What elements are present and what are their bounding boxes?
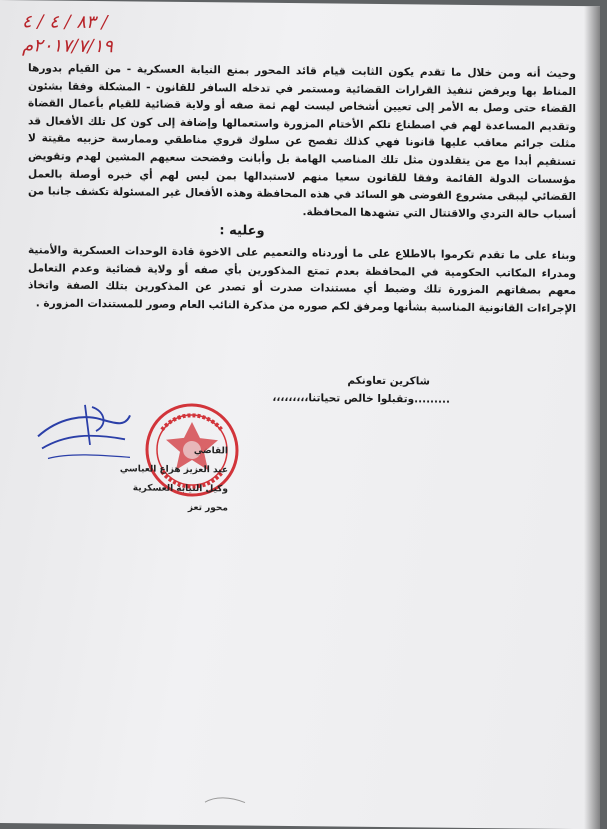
body-paragraph-2: وبناء على ما تقدم تكرموا بالاطلاع على ما أوردناه والتعميم على الاخوة قادة الوحدات العسكرية والأمنية ومدراء المكاتب الحكومية في المحافظة بعدم تمتع المذكورين بأي صفه أو ولاية قضائية وعدم التعامل معهم بصفاتهم المزورة تلك وضبط أي مستندات صدرت أو تصدر عن المذكورين بتلك الصفة واتخاذ الإجراءات القانونية المناسبة بشأنها ومرفق لكم صوره من مذكرة النائب العام وصور للمستندات المزورة . — [28, 244, 576, 315]
body-paragraph-1: وحيث أنه ومن خلال ما تقدم يكون الثابت قيام قائد المحور بمنع النيابة العسكرية - من القيام بدورها المناط بها ويرفض تنفيذ القرارات القضائية ومستمر في تدخله السافر للقانون - المشكلة وفقا بشئون القضاء حتى وصل به الأمر إلى تعيين أشخاص ليست لهم ثمة صفه أو ولاية قضائية للقيام بأعمال القضاة وتقديم المساعدة لهم في اصطناع تلكم الأختام المزورة واستعمالها وإضافة إلى كون كل تلك الأفعال قد مثلت جرائم معاقب عليها قانونا فهي كذلك تفصح عن سلوك قروي مناطقي وممارسة حزبيه مقيتة لا تستقيم أبدا مع من يتقلدون مثل تلك المناصب الهامة بل وأبانت وفضحت سعيهم المشين لهدم وتقويض مؤسسات الدولة القائمة وفقا للقانون سعيا منهم لاستبدالها بمن ليس لهم أي خبره أوصلة بالعمل القضائي ليبقى مشروع الفوضى هو السائد في هذه المحافظة وهذه الأفعال غير المسئولة تكشف جانبا من أسباب حالة التردي والاقتتال التي تشهدها المحافظة. — [28, 62, 576, 221]
letter-body — [28, 60, 576, 318]
handwritten-reference — [22, 10, 142, 59]
signatory-unit: محور تعز — [187, 502, 228, 514]
closing-regards: .........وتقبلوا خالص تحياتنا،،،،،،،،، — [272, 391, 450, 406]
section-heading: وعليه : — [219, 223, 265, 240]
closing-thanks: شاكرين تعاونكم — [347, 374, 430, 388]
page-edge-shadow — [584, 6, 600, 829]
handwritten-ref-number: ٨٣ / ٤ / ٤ / — [22, 11, 108, 34]
signature-block — [58, 441, 228, 519]
handwritten-ref-date: ٢٠١٧/٧/١٩م — [22, 35, 113, 58]
signatory-title: القاضي — [193, 446, 228, 457]
signatory-position: وكيل النيابة العسكرية — [132, 483, 228, 495]
page-mark — [200, 792, 250, 809]
signatory-name: عبد العزيز هزاع العباسي — [119, 464, 228, 476]
